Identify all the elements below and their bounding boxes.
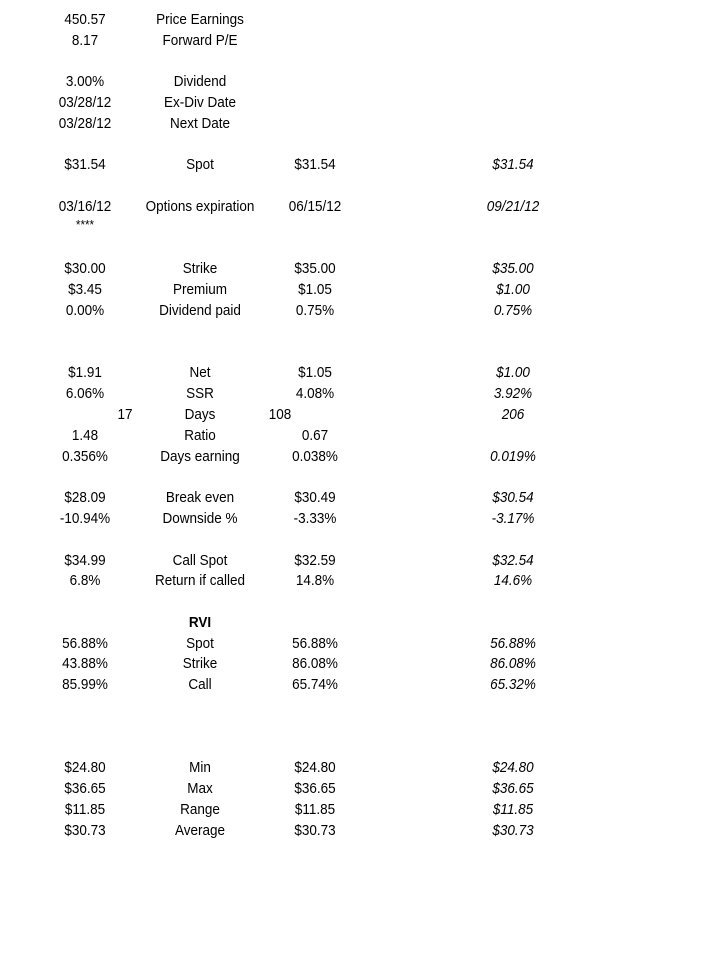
value-cell: $11.85 (64, 801, 106, 818)
row-label: Options expiration (145, 198, 255, 215)
row-label: Dividend paid (159, 302, 241, 319)
value-cell: $1.91 (68, 364, 102, 381)
value-cell: $34.99 (64, 552, 106, 569)
row-label: Spot (186, 156, 214, 173)
value-cell: 03/16/12 (58, 198, 112, 215)
value-cell: $1.00 (496, 281, 530, 298)
value-cell: 06/15/12 (288, 198, 342, 215)
row-label: Price Earnings (156, 11, 244, 28)
value-cell: 03/28/12 (58, 115, 112, 132)
value-cell: $28.09 (64, 489, 106, 506)
value-cell: $11.85 (294, 801, 336, 818)
value-cell: 14.6% (493, 572, 533, 589)
value-cell: 108 (268, 406, 292, 423)
value-cell: $30.49 (294, 489, 336, 506)
value-cell: $31.54 (294, 156, 336, 173)
value-cell: 0.00% (65, 302, 105, 319)
row-label: Max (187, 780, 213, 797)
value-cell: $32.59 (294, 552, 336, 569)
row-label: Dividend (173, 73, 227, 90)
row-ratio (0, 425, 720, 446)
row-return-if-called (0, 570, 720, 591)
row-label: Days earning (160, 448, 240, 465)
row-label: Next Date (169, 115, 231, 132)
row-label: Spot (186, 635, 214, 652)
value-cell: 0.038% (292, 448, 338, 465)
row-dividend (0, 71, 720, 92)
row-strike (0, 258, 720, 279)
row-label: Strike (182, 260, 218, 277)
row-ex-div-date (0, 92, 720, 113)
value-cell: $1.05 (298, 281, 332, 298)
value-cell: $3.45 (68, 281, 102, 298)
row-break-even (0, 487, 720, 508)
value-cell: 14.8% (295, 572, 335, 589)
value-cell: 3.92% (493, 385, 533, 402)
row-label: Forward P/E (162, 32, 238, 49)
row-net (0, 362, 720, 383)
row-label: Break even (165, 489, 235, 506)
value-cell: $30.73 (492, 822, 534, 839)
value-cell: 3.00% (65, 73, 105, 90)
value-cell: 86.08% (490, 655, 536, 672)
value-cell: 6.06% (65, 385, 105, 402)
section-header-rvi: RVI (188, 614, 212, 631)
row-next-date (0, 113, 720, 134)
value-cell: -3.33% (293, 510, 337, 527)
row-dividend-paid (0, 300, 720, 321)
value-cell: $1.00 (496, 364, 530, 381)
row-average (0, 820, 720, 841)
value-cell: $30.54 (492, 489, 534, 506)
value-cell: 0.019% (490, 448, 536, 465)
row-ssr (0, 383, 720, 404)
row-label: SSR (186, 385, 214, 402)
row-spot (0, 154, 720, 175)
row-label: Min (189, 759, 211, 776)
value-cell: $31.54 (64, 156, 106, 173)
row-rvi-strike (0, 653, 720, 674)
value-cell: 0.356% (62, 448, 108, 465)
value-cell: $35.00 (492, 260, 534, 277)
value-cell: $24.80 (492, 759, 534, 776)
row-premium (0, 279, 720, 300)
value-cell: 450.57 (64, 11, 106, 28)
row-min (0, 757, 720, 778)
value-cell: 4.08% (295, 385, 335, 402)
row-label: Net (189, 364, 211, 381)
value-cell: 0.75% (295, 302, 335, 319)
value-cell: $30.73 (294, 822, 336, 839)
value-cell: 6.8% (69, 572, 101, 589)
value-cell: 56.88% (490, 635, 536, 652)
row-label: Downside % (162, 510, 238, 527)
value-cell: $30.73 (64, 822, 106, 839)
value-cell: $1.05 (298, 364, 332, 381)
value-cell: 0.75% (493, 302, 533, 319)
value-cell: 43.88% (62, 655, 108, 672)
row-forward-pe (0, 30, 720, 51)
row-call-spot (0, 550, 720, 571)
row-rvi-call (0, 674, 720, 695)
value-cell: 65.32% (490, 676, 536, 693)
value-cell: $36.65 (64, 780, 106, 797)
stars-marker: **** (75, 217, 95, 232)
value-cell: 1.48 (71, 427, 99, 444)
value-cell: $35.00 (294, 260, 336, 277)
value-cell: $24.80 (294, 759, 336, 776)
value-cell: $24.80 (64, 759, 106, 776)
value-cell: 03/28/12 (58, 94, 112, 111)
value-cell: 0.67 (301, 427, 329, 444)
row-downside (0, 508, 720, 529)
value-cell: $11.85 (492, 801, 534, 818)
row-range (0, 799, 720, 820)
row-max (0, 778, 720, 799)
value-cell: $31.54 (492, 156, 534, 173)
row-label: Ex-Div Date (163, 94, 237, 111)
row-label: Range (180, 801, 220, 818)
value-cell: -10.94% (59, 510, 111, 527)
row-label: Strike (182, 655, 218, 672)
row-rvi-spot (0, 633, 720, 654)
row-options-expiration (0, 196, 720, 217)
row-label: Call (188, 676, 212, 693)
row-price-earnings (0, 9, 720, 30)
row-label: Ratio (184, 427, 216, 444)
row-label: Return if called (154, 572, 246, 589)
row-rvi-header (0, 612, 720, 633)
row-days-earning (0, 446, 720, 467)
row-stars (0, 218, 720, 231)
row-label: Call Spot (172, 552, 228, 569)
value-cell: $36.65 (294, 780, 336, 797)
row-label: Average (174, 822, 226, 839)
value-cell: $36.65 (492, 780, 534, 797)
value-cell: 17 (117, 406, 133, 423)
row-label: Premium (172, 281, 228, 298)
value-cell: 09/21/12 (486, 198, 540, 215)
value-cell: 56.88% (62, 635, 108, 652)
row-days (0, 404, 720, 425)
row-label: Days (184, 406, 216, 423)
value-cell: 206 (501, 406, 525, 423)
value-cell: 8.17 (71, 32, 99, 49)
value-cell: 86.08% (292, 655, 338, 672)
value-cell: $32.54 (492, 552, 534, 569)
value-cell: 56.88% (292, 635, 338, 652)
value-cell: 65.74% (292, 676, 338, 693)
value-cell: $30.00 (64, 260, 106, 277)
value-cell: 85.99% (62, 676, 108, 693)
value-cell: -3.17% (491, 510, 535, 527)
